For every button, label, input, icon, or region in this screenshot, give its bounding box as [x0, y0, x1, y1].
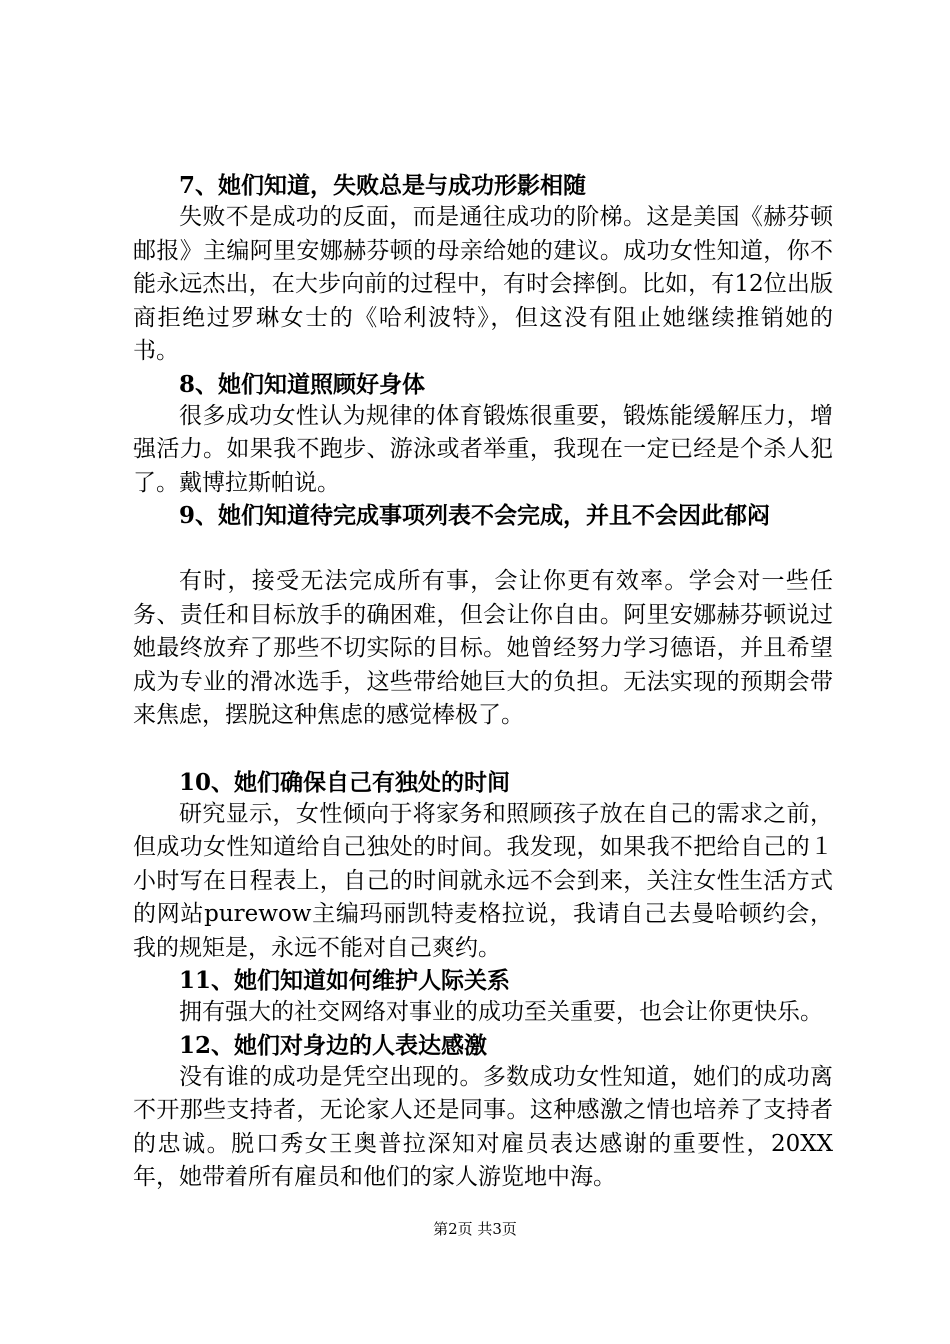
section-heading-9: 9、她们知道待完成事项列表不会完成，并且不会因此郁闷: [179, 502, 771, 529]
section-body-12: 没有谁的成功是凭空出现的。多数成功女性知道，她们的成功离不开那些支持者，无论家人还是同事。这种感激之情也培养了支持者的忠诚。脱口秀女王奥普拉深知对雇员表达感谢的重要性，20XX年，她带着所有雇员和他们的家人游览地中海。: [133, 1063, 833, 1190]
section-heading-7: 7、她们知道，失败总是与成功形影相随: [179, 172, 587, 199]
section-heading-11: 11、她们知道如何维护人际关系: [179, 967, 511, 994]
section-heading-8: 8、她们知道照顾好身体: [179, 370, 426, 398]
page-footer: 第2页 共3页: [433, 1220, 517, 1238]
section-body-11: 拥有强大的社交网络对事业的成功至关重要，也会让你更快乐。: [179, 999, 823, 1025]
section-heading-12: 12、她们对身边的人表达感激: [179, 1031, 488, 1059]
document-body: [133, 170, 833, 1195]
section-body-9: 有时，接受无法完成所有事，会让你更有效率。学会对一些任务、责任和目标放手的确困难，但会让你自由。阿里安娜赫芬顿说过她最终放弃了那些不切实际的目标。她曾经努力学习德语，并且希望成为专业的滑冰选手，这些带给她巨大的负担。无法实现的预期会带来焦虑，摆脱这种焦虑的感觉棒极了。: [133, 568, 833, 728]
section-body-10: 研究显示，女性倾向于将家务和照顾孩子放在自己的需求之前，但成功女性知道给自己独处的时间。我发现，如果我不把给自己的１小时写在日程表上，自己的时间就永远不会到来，关注女性生活方式的网站purewow主编玛丽凯特麦格拉说，我请自己去曼哈顿约会，我的规矩是，永远不能对自己爽约。: [133, 800, 833, 961]
section-heading-10: 10、她们确保自己有独处的时间: [179, 768, 511, 796]
section-body-7: 失败不是成功的反面，而是通往成功的阶梯。这是美国《赫芬顿邮报》主编阿里安娜赫芬顿的母亲给她的建议。成功女性知道，你不能永远杰出，在大步向前的过程中，有时会摔倒。比如，有12位出版商拒绝过罗琳女士的《哈利波特》，但这没有阻止她继续推销她的书。: [133, 204, 833, 364]
section-body-8: 很多成功女性认为规律的体育锻炼很重要，锻炼能缓解压力，增强活力。如果我不跑步、游泳或者举重，我现在一定已经是个杀人犯了。戴博拉斯帕说。: [133, 402, 833, 496]
